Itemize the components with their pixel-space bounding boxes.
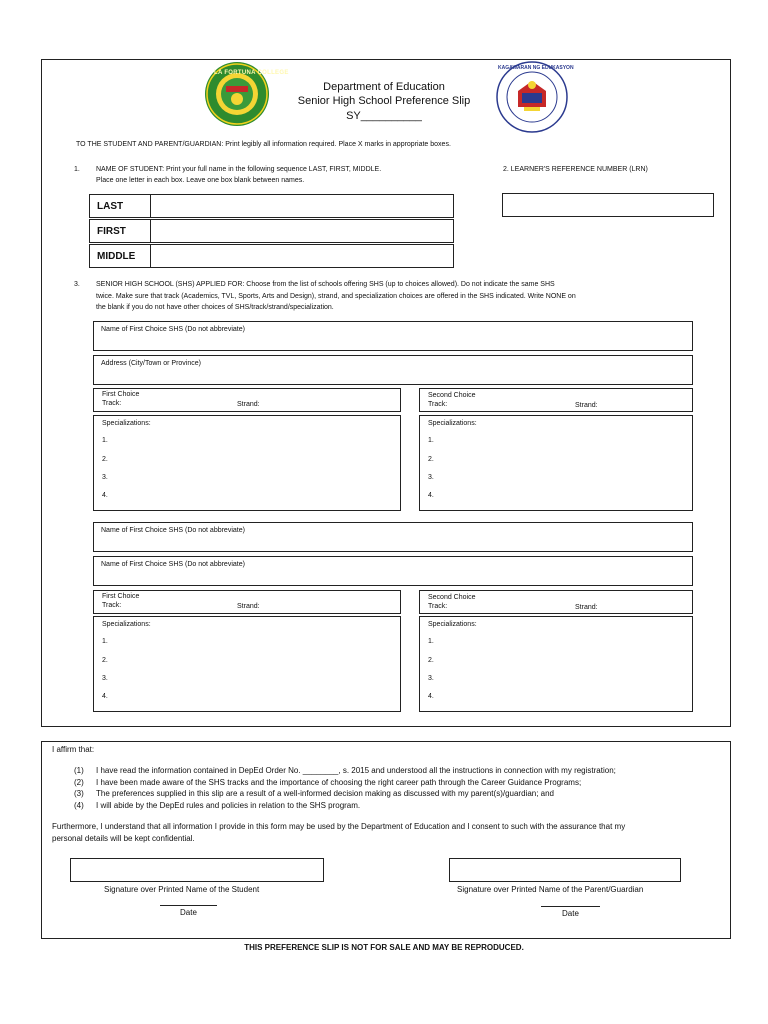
lrn-label: 2. LEARNER'S REFERENCE NUMBER (LRN) — [503, 166, 648, 173]
block1-first-spec-label: Specializations: — [102, 420, 151, 427]
block2-second-spec-1: 1. — [428, 638, 434, 645]
block1-second-spec-label: Specializations: — [428, 420, 477, 427]
block2-second-spec-label: Specializations: — [428, 621, 477, 628]
block2-second-specializations-box[interactable] — [419, 616, 693, 712]
block1-first-choice-box[interactable] — [93, 388, 401, 412]
block2-first-spec-4: 4. — [102, 693, 108, 700]
block2-first-specializations-box[interactable] — [93, 616, 401, 712]
block2-second-choice-box[interactable] — [419, 590, 693, 614]
block1-address-field[interactable] — [93, 355, 693, 385]
name-input-middle[interactable] — [150, 244, 454, 268]
affirm-3-text: The preferences supplied in this slip are a result of a well-informed decision making as discussed with my parent(s)/guardian; and — [96, 789, 555, 798]
consent-line1: Furthermore, I understand that all information I provide in this form may be used by the Department of Education and I consent to such with the assurance that my — [52, 822, 626, 831]
block1-second-spec-1: 1. — [428, 437, 434, 444]
block1-second-specializations-box[interactable] — [419, 415, 693, 511]
student-signature-field[interactable] — [70, 858, 324, 882]
block1-second-choice-box[interactable] — [419, 388, 693, 412]
item1-number: 1. — [74, 166, 80, 173]
block2-second-spec-3: 3. — [428, 675, 434, 682]
department-name: Department of Education — [323, 81, 445, 93]
parent-date-line[interactable] — [541, 906, 600, 907]
item3-number: 3. — [74, 281, 80, 288]
block1-first-specializations-box[interactable] — [93, 415, 401, 511]
block2-second-school-label: Name of First Choice SHS (Do not abbreviate) — [101, 561, 245, 568]
block2-second-strand-label: Strand: — [575, 604, 598, 611]
name-input-first[interactable] — [150, 219, 454, 243]
block1-address-label: Address (City/Town or Province) — [101, 360, 201, 367]
block1-first-spec-3: 3. — [102, 474, 108, 481]
item3-line1: SENIOR HIGH SCHOOL (SHS) APPLIED FOR: Choose from the list of schools offering SHS (up to choices allowed). Do not indicate the same SHS — [96, 281, 555, 288]
block1-first-track-label: Track: — [102, 400, 122, 407]
affirm-3-num: (3) — [74, 789, 84, 798]
footer-note: THIS PREFERENCE SLIP IS NOT FOR SALE AND MAY BE REPRODUCED. — [244, 943, 524, 952]
block1-first-strand-label: Strand: — [237, 401, 260, 408]
block1-first-spec-1: 1. — [102, 437, 108, 444]
student-date-line[interactable] — [160, 905, 217, 906]
parent-signature-field[interactable] — [449, 858, 681, 882]
block1-second-spec-2: 2. — [428, 456, 434, 463]
lrn-input[interactable] — [502, 193, 714, 217]
block2-first-spec-2: 2. — [102, 657, 108, 664]
block1-school-label: Name of First Choice SHS (Do not abbreviate) — [101, 326, 245, 333]
student-signature-label: Signature over Printed Name of the Student — [104, 885, 260, 894]
block1-first-spec-2: 2. — [102, 456, 108, 463]
block1-second-strand-label: Strand: — [575, 402, 598, 409]
item3-line3: the blank if you do not have other choices of SHS/track/strand/specialization. — [96, 304, 334, 311]
block1-second-spec-3: 3. — [428, 474, 434, 481]
affirm-4-num: (4) — [74, 801, 84, 810]
parent-date-label: Date — [562, 909, 579, 918]
affirm-2-num: (2) — [74, 778, 84, 787]
block2-first-track-label: Track: — [102, 602, 122, 609]
block2-first-spec-1: 1. — [102, 638, 108, 645]
block2-second-track-label: Track: — [428, 603, 448, 610]
parent-signature-label: Signature over Printed Name of the Parent/Guardian — [457, 885, 644, 894]
block2-first-strand-label: Strand: — [237, 603, 260, 610]
name-input-last[interactable] — [150, 194, 454, 218]
name-label-middle: MIDDLE — [97, 251, 136, 262]
block2-second-spec-4: 4. — [428, 693, 434, 700]
block2-second-spec-2: 2. — [428, 657, 434, 664]
block1-school-field[interactable] — [93, 321, 693, 351]
affirm-1-text: I have read the information contained in DepEd Order No. ________, s. 2015 and understood all the instructions in connection with my registration; — [96, 766, 616, 775]
block2-first-choice-box[interactable] — [93, 590, 401, 614]
affirm-2-text: I have been made aware of the SHS tracks and the importance of choosing the right career path through the Career Guidance Programs; — [96, 778, 582, 787]
name-label-last: LAST — [97, 201, 124, 212]
consent-line2: personal details will be kept confidential. — [52, 834, 195, 843]
block1-first-choice-label: First Choice — [102, 391, 140, 398]
block2-second-school-field[interactable] — [93, 556, 693, 586]
block1-second-track-label: Track: — [428, 401, 448, 408]
block2-school-label: Name of First Choice SHS (Do not abbreviate) — [101, 527, 245, 534]
item1-line1: NAME OF STUDENT: Print your full name in the following sequence LAST, FIRST, MIDDLE. — [96, 166, 382, 173]
block2-school-field[interactable] — [93, 522, 693, 552]
block2-second-choice-label: Second Choice — [428, 594, 476, 601]
item1-line2: Place one letter in each box. Leave one box blank between names. — [96, 177, 305, 184]
affirm-1-num: (1) — [74, 766, 84, 775]
block2-first-choice-label: First Choice — [102, 593, 140, 600]
instructions: TO THE STUDENT AND PARENT/GUARDIAN: Print legibly all information required. Place X marks in appropriate boxes. — [76, 141, 451, 148]
affirm-4-text: I will abide by the DepEd rules and policies in relation to the SHS program. — [96, 801, 361, 810]
name-label-first: FIRST — [97, 226, 126, 237]
form-title: Senior High School Preference Slip — [297, 95, 471, 107]
block2-first-spec-label: Specializations: — [102, 621, 151, 628]
block1-second-choice-label: Second Choice — [428, 392, 476, 399]
school-year-field[interactable]: SY__________ — [346, 110, 422, 122]
block1-second-spec-4: 4. — [428, 492, 434, 499]
block1-first-spec-4: 4. — [102, 492, 108, 499]
item3-line2: twice. Make sure that track (Academics, TVL, Sports, Arts and Design), strand, and specialization choices are offered in the SHS indicated. Write NONE on — [96, 293, 576, 300]
block2-first-spec-3: 3. — [102, 675, 108, 682]
student-date-label: Date — [180, 908, 197, 917]
right-logo-text: KAGAWARAN NG EDUKASYON — [498, 65, 574, 71]
left-logo-text: LA FORTUNA COLLEGE — [214, 70, 289, 76]
affirm-heading: I affirm that: — [52, 745, 95, 754]
